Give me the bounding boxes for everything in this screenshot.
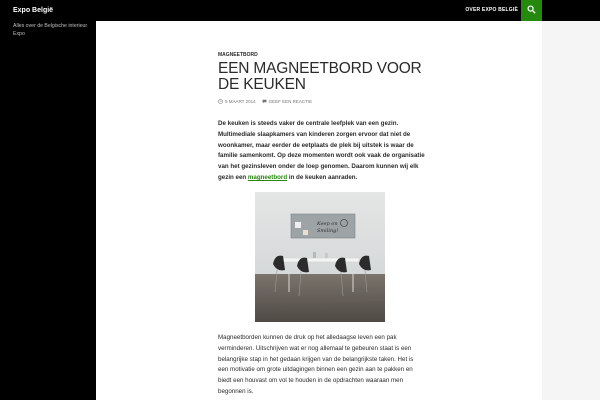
site-description: Alles over de Belgische interieur Expo [13,23,88,37]
kitchen-illustration [255,192,385,322]
search-button[interactable] [521,0,542,21]
entry-meta [218,99,318,104]
svg-text:Smiling!: Smiling! [317,228,339,234]
nav-item-over-expo-belgie[interactable]: OVER EXPO BELGIË [465,7,518,13]
magneetbord-link[interactable]: magneetbord [247,173,288,181]
post-image-kitchen [255,192,385,322]
intro-text-end: in de keuken aanraden. [287,173,358,181]
post-intro [218,119,425,184]
category-link[interactable]: MAGNEETBORD [218,52,258,58]
site-title[interactable]: Expo België [13,7,54,14]
clock-icon [218,99,223,104]
post-body: Magneetborden kunnen de druk op het alledaagse leven een pak verminderen. Uitschrijven wat er nog allemaal te gebeuren staat is een belangrijke stap in het gedaan krijgen van de belangrijkste taken. Het is een motivatie om grote uitdagingen binnen een gezin aan te pakken en biedt een houvast om vol te houden in de opdrachten waaraan men begonnen is. [218,334,414,395]
right-column [542,21,600,400]
post-title: EEN MAGNEETBORD VOOR DE KEUKEN [218,60,422,93]
top-bar-right [542,0,600,21]
comment-link-label: GEEF EEN REACTIE [268,99,313,104]
post-date-link[interactable] [218,99,256,104]
comment-link[interactable] [262,99,313,104]
board-text: Keep on [317,221,338,227]
comment-icon [262,99,267,104]
intro-text: De keuken is steeds vaker de centrale leefplek van een gezin. Multimediale slaapkamers van kinderen zorgen ervoor dat niet de woonkamer, maar eerder de eetplaats de plek bij uitstek is waar de familie samenkomt. Op deze momenten wordt ook vaak de organisatie van het gezinsleven onder de loep genomen. Daarom kunnen wij elk gezin een [218,120,425,181]
sidebar [0,0,96,400]
post-date: 5 MAART 2014 [225,99,256,104]
search-icon [527,5,536,14]
